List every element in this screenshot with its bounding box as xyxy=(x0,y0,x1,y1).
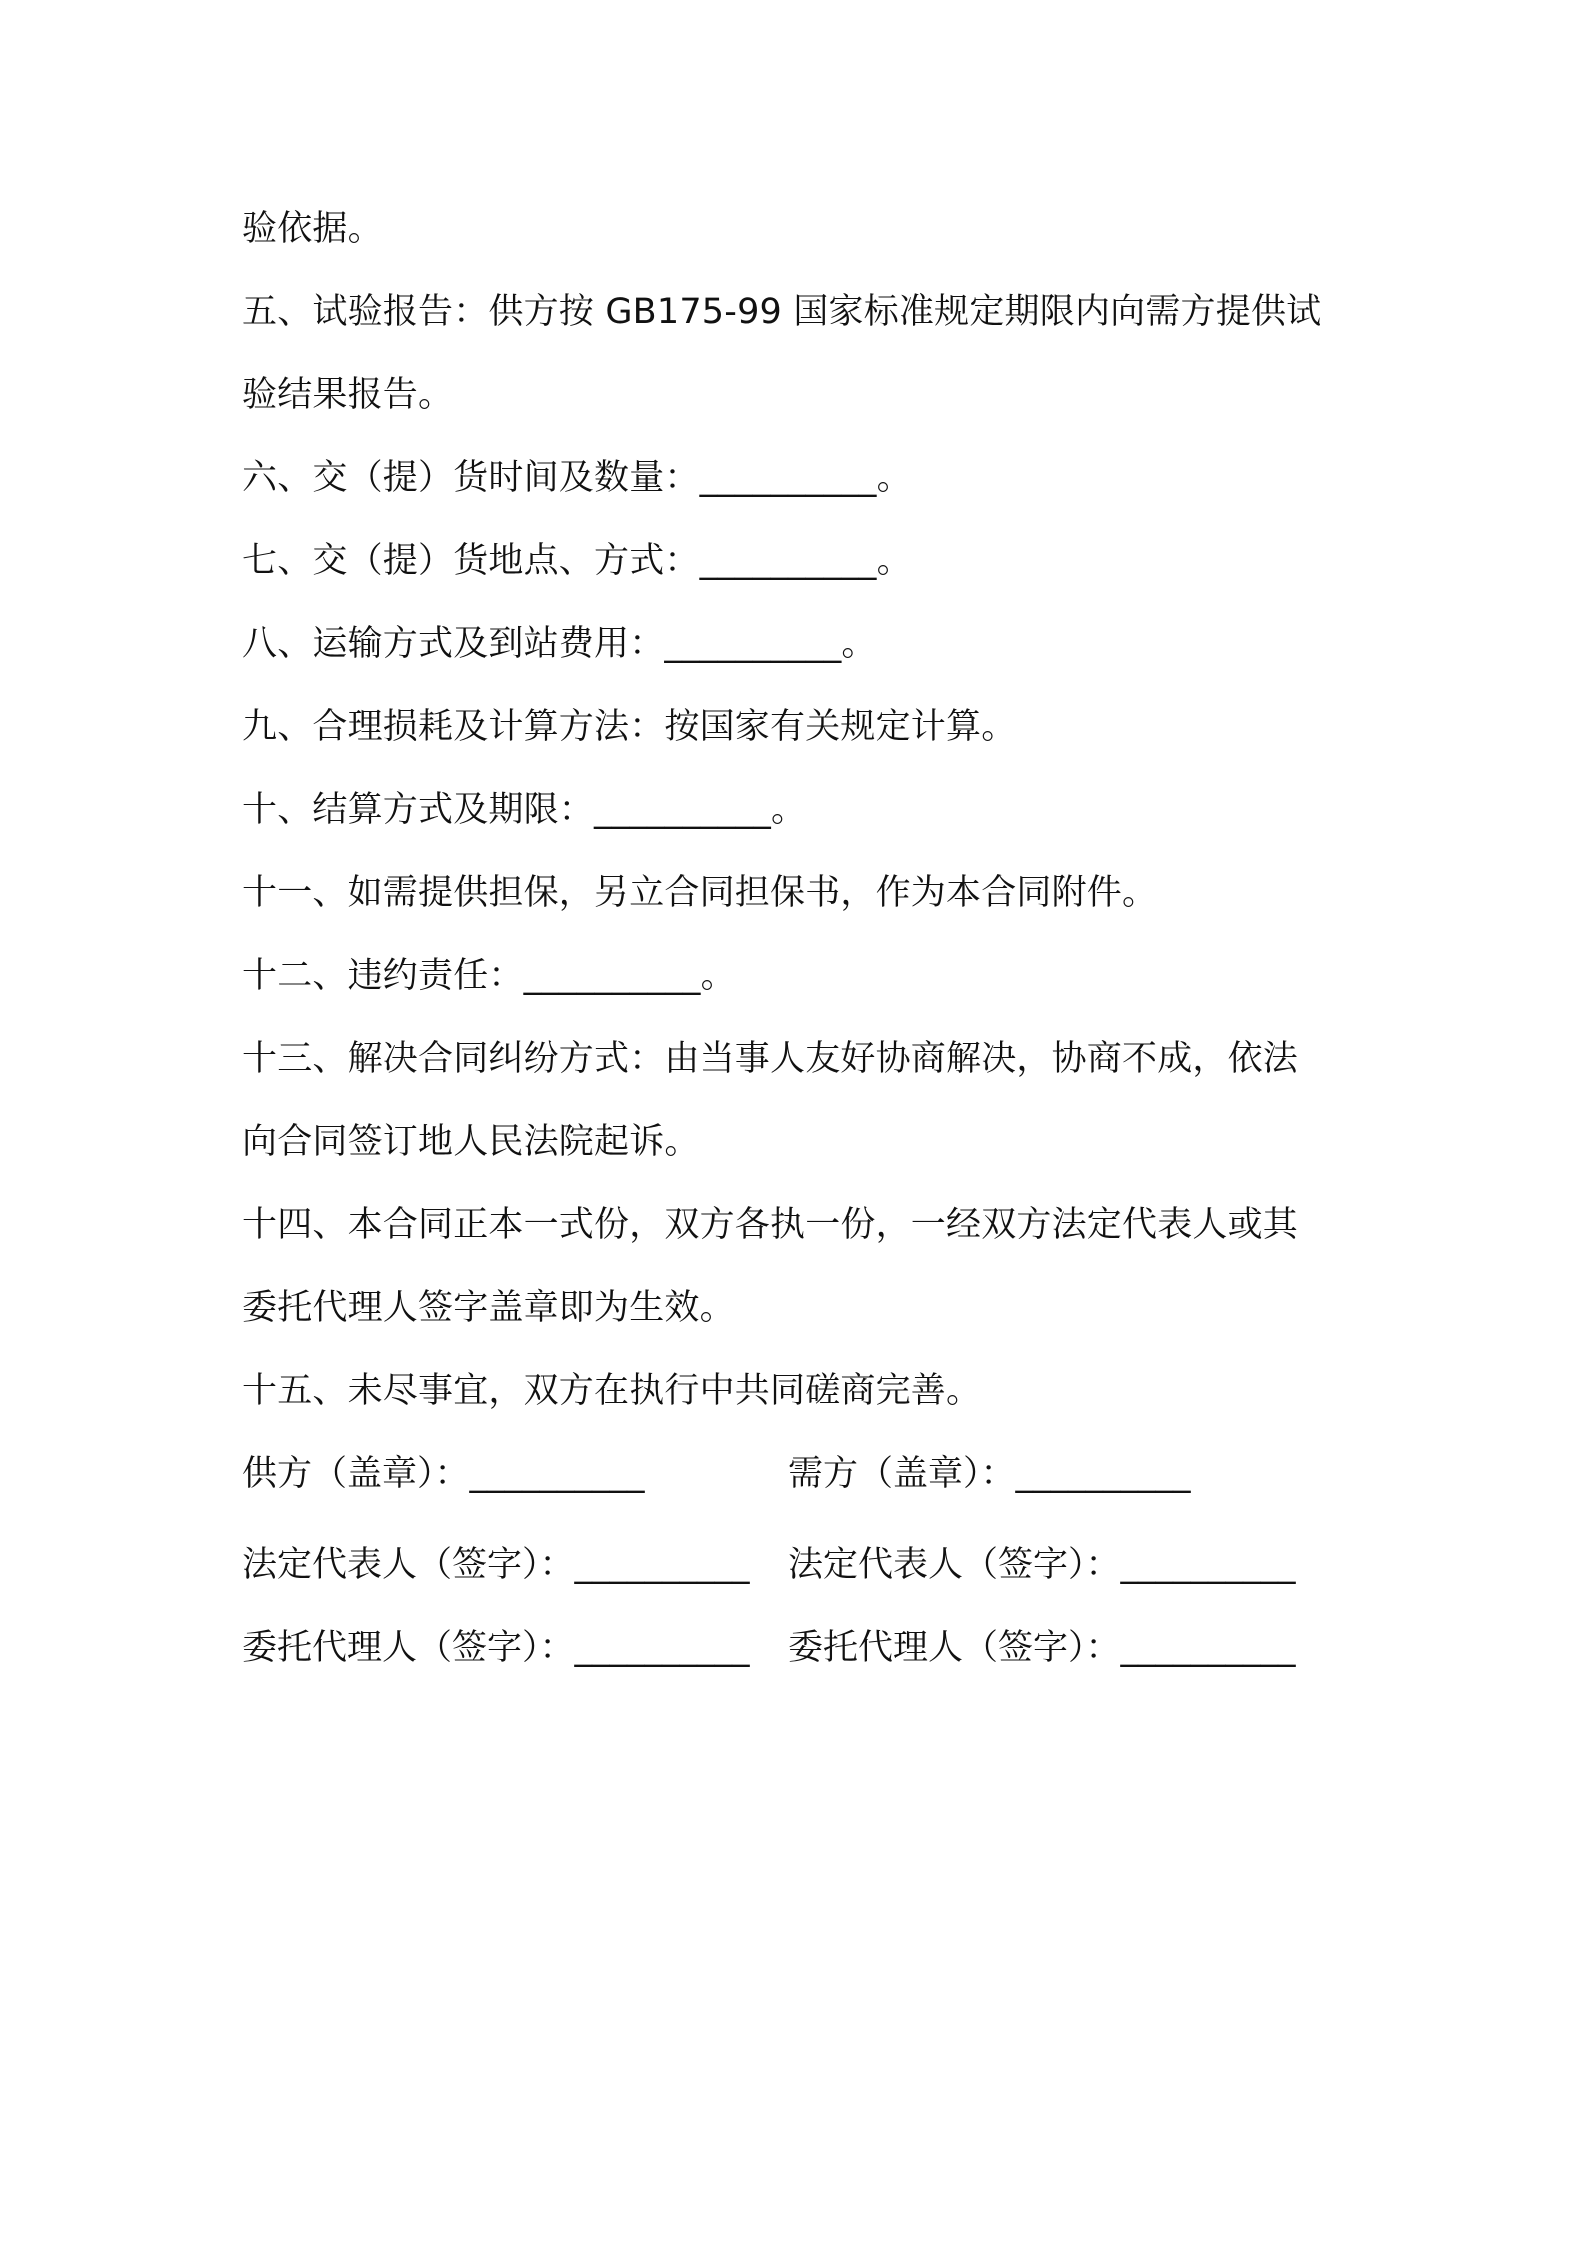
clause-line: 八、运输方式及到站费用：__________。 xyxy=(242,624,877,664)
clause-line: 十、结算方式及期限：__________。 xyxy=(242,790,807,830)
buyer-representative-field: 法定代表人（签字）：__________ xyxy=(788,1545,1296,1585)
clause-line: 向合同签订地人民法院起诉。 xyxy=(242,1122,700,1162)
clause-line: 七、交（提）货地点、方式：__________。 xyxy=(242,541,912,581)
clause-line: 十二、违约责任：__________。 xyxy=(242,956,736,996)
seal-row xyxy=(242,1433,1362,1516)
representative-row xyxy=(242,1524,1362,1607)
clause-line: 九、合理损耗及计算方法：按国家有关规定计算。 xyxy=(242,707,1017,747)
clause-line: 六、交（提）货时间及数量：__________。 xyxy=(242,458,912,498)
buyer-agent-field: 委托代理人（签字）：__________ xyxy=(788,1628,1296,1668)
clause-line: 验依据。 xyxy=(242,209,383,249)
supplier-seal-field: 供方（盖章）：__________ xyxy=(242,1454,645,1494)
clause-line: 十四、本合同正本一式份，双方各执一份，一经双方法定代表人或其 xyxy=(242,1205,1299,1245)
supplier-agent-field: 委托代理人（签字）：__________ xyxy=(242,1628,750,1668)
contract-body xyxy=(242,188,1362,1690)
agent-row xyxy=(242,1607,1362,1690)
clause-line: 十五、未尽事宜，双方在执行中共同磋商完善。 xyxy=(242,1371,982,1411)
clause-line: 验结果报告。 xyxy=(242,375,454,415)
clause-line: 委托代理人签字盖章即为生效。 xyxy=(242,1288,735,1328)
clause-line: 十三、解决合同纠纷方式：由当事人友好协商解决，协商不成，依法 xyxy=(242,1039,1299,1079)
clause-line: 十一、如需提供担保，另立合同担保书，作为本合同附件。 xyxy=(242,873,1158,913)
clause-line: 五、试验报告：供方按 GB175-99 国家标准规定期限内向需方提供试 xyxy=(242,292,1322,332)
supplier-representative-field: 法定代表人（签字）：__________ xyxy=(242,1545,750,1585)
buyer-seal-field: 需方（盖章）：__________ xyxy=(788,1454,1191,1494)
